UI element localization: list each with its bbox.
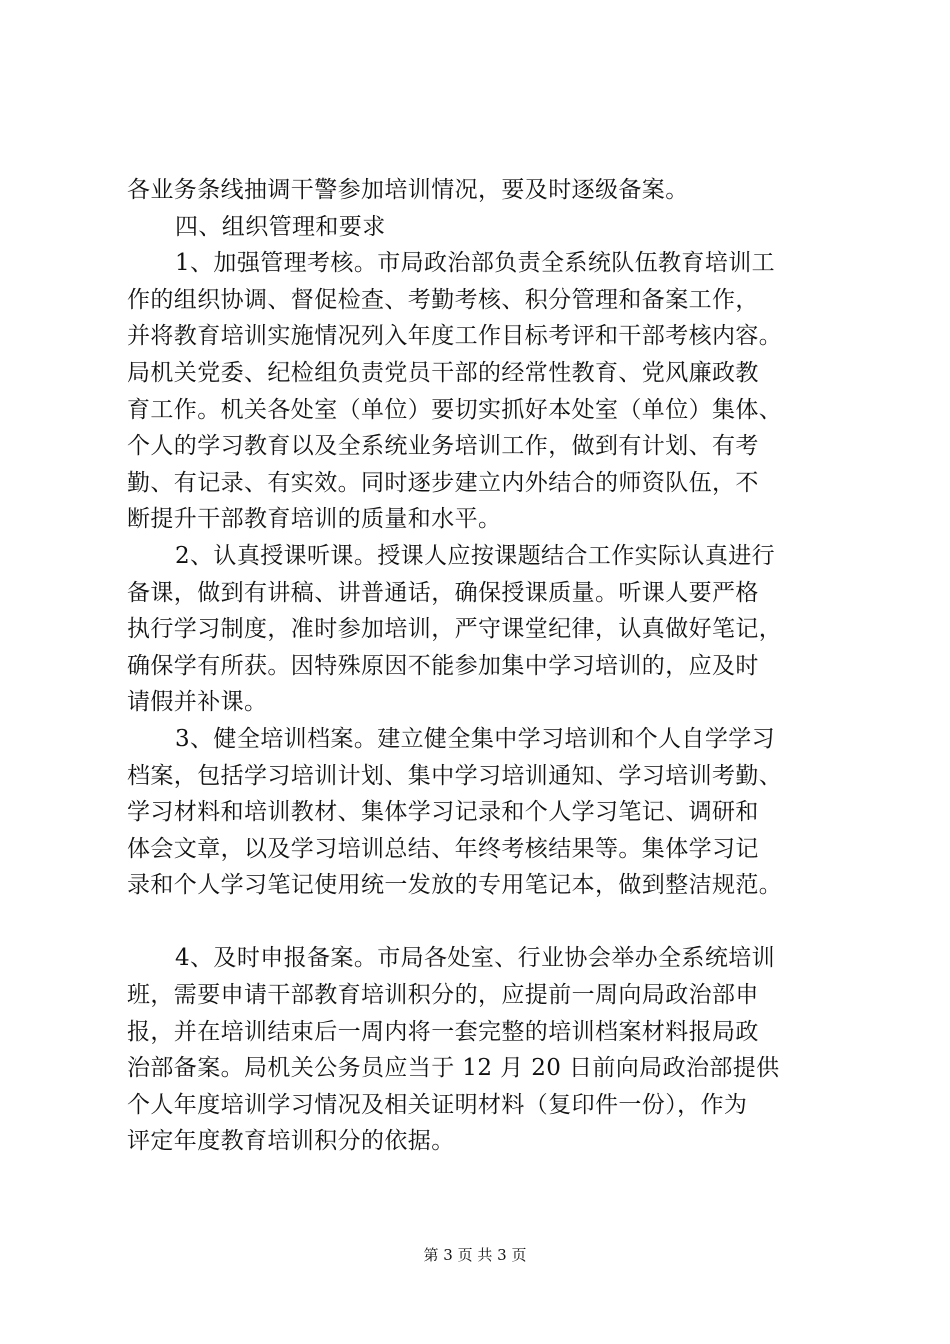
- text-line: 个人的学习教育以及全系统业务培训工作，做到有计划、有考: [127, 433, 759, 460]
- text-line: 报，并在培训结束后一周内将一套完整的培训档案材料报局政: [127, 1018, 759, 1045]
- text-line: 4、及时申报备案。市局各处室、行业协会举办全系统培训: [175, 945, 776, 972]
- section-heading: 四、组织管理和要求: [175, 213, 386, 240]
- text-line: 备课，做到有讲稿、讲普通话，确保授课质量。听课人要严格: [127, 579, 759, 606]
- text-line: 请假并补课。: [127, 689, 268, 716]
- page-footer: [0, 1244, 950, 1265]
- text-line: 勤、有记录、有实效。同时逐步建立内外结合的师资队伍，不: [127, 469, 759, 496]
- text-line: 确保学有所获。因特殊原因不能参加集中学习培训的，应及时: [127, 652, 759, 679]
- text-line: 作的组织协调、督促检查、考勤考核、积分管理和备案工作，: [127, 286, 759, 313]
- text-line: 录和个人学习笔记使用统一发放的专用笔记本，做到整洁规范。: [127, 872, 783, 899]
- text-line: 学习材料和培训教材、集体学习记录和个人学习笔记、调研和: [127, 799, 759, 826]
- text-line: 3、健全培训档案。建立健全集中学习培训和个人自学学习: [175, 725, 776, 752]
- text-line: 局机关党委、纪检组负责党员干部的经常性教育、党风廉政教: [127, 359, 759, 386]
- text-line: 体会文章，以及学习培训总结、年终考核结果等。集体学习记: [127, 835, 759, 862]
- text-line: 治部备案。局机关公务员应当于 12 月 20 日前向局政治部提供: [127, 1055, 780, 1082]
- text-line: 执行学习制度，准时参加培训，严守课堂纪律，认真做好笔记，: [127, 616, 783, 643]
- text-line: 评定年度教育培训积分的依据。: [127, 1128, 455, 1155]
- text-line: 档案，包括学习培训计划、集中学习培训通知、学习培训考勤、: [127, 762, 783, 789]
- text-line: 2、认真授课听课。授课人应按课题结合工作实际认真进行: [175, 542, 776, 569]
- text-line: 个人年度培训学习情况及相关证明材料（复印件一份），作为: [127, 1091, 748, 1118]
- text-line: 各业务条线抽调干警参加培训情况，要及时逐级备案。: [127, 177, 689, 203]
- page-number-label: 第 3 页 共 3 页: [423, 1246, 527, 1264]
- paragraph-gap: [127, 904, 857, 941]
- document-body: [127, 172, 857, 1160]
- text-line: 断提升干部教育培训的质量和水平。: [127, 506, 502, 533]
- text-line: 育工作。机关各处室（单位）要切实抓好本处室（单位）集体、: [127, 396, 783, 423]
- text-line: 班，需要申请干部教育培训积分的，应提前一周向局政治部申: [127, 982, 759, 1009]
- text-line: 并将教育培训实施情况列入年度工作目标考评和干部考核内容。: [127, 323, 783, 350]
- text-line: 1、加强管理考核。市局政治部负责全系统队伍教育培训工: [175, 250, 776, 277]
